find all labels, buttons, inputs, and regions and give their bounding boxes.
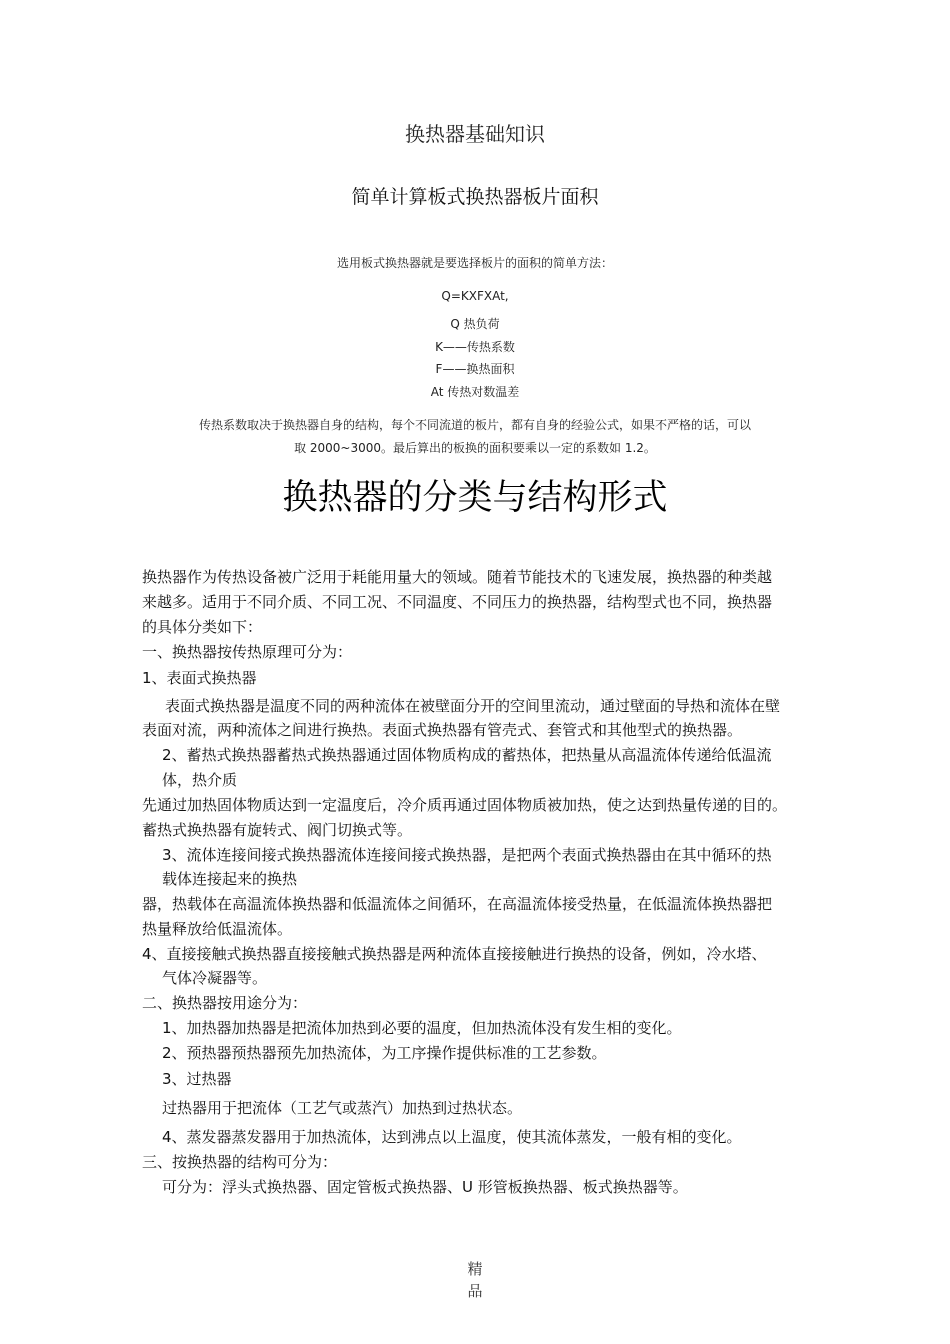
formula-def-q: Q 热负荷 [450, 317, 500, 331]
item-4-line-2: 气体冷凝器等。 [162, 969, 268, 987]
formula-def-at: At 传热对数温差 [430, 385, 520, 399]
item-1-line-2: 表面对流，两种流体之间进行换热。表面式换热器有管壳式、套管式和其他型式的换热器。 [142, 721, 743, 739]
formula-def-f: F——换热面积 [435, 362, 515, 376]
use-item-3-title: 3、过热器 [162, 1070, 232, 1088]
use-item-1: 1、加热器加热器是把流体加热到必要的温度，但加热流体没有发生相的变化。 [162, 1019, 682, 1037]
heading-by-principle: 一、换热器按传热原理可分为： [142, 643, 353, 661]
paragraph-1-line-3: 的具体分类如下： [142, 618, 263, 636]
document-title: 换热器基础知识 [405, 122, 545, 146]
item-3-line-4: 热量释放给低温流体。 [142, 920, 293, 938]
heading-by-structure: 三、按换热器的结构可分为： [142, 1153, 338, 1171]
coefficient-note-line-1: 传热系数取决于换热器自身的结构，每个不同流道的板片，都有自身的经验公式，如果不严格的话，可以 [198, 418, 751, 432]
formula-def-k: K——传热系数 [435, 340, 515, 354]
use-item-3-desc: 过热器用于把流体（工艺气或蒸汽）加热到过热状态。 [162, 1099, 523, 1117]
subtitle: 简单计算板式换热器板片面积 [351, 186, 599, 208]
item-1-title: 1、表面式换热器 [142, 669, 257, 687]
item-3-line-1: 3、流体连接间接式换热器流体连接间接式换热器，是把两个表面式换热器由在其中循环的热 [162, 846, 772, 864]
item-4-line-1: 4、直接接触式换热器直接接触式换热器是两种流体直接接触进行换热的设备，例如，冷水塔、 [142, 945, 767, 963]
item-1-line-1: 表面式换热器是温度不同的两种流体在被壁面分开的空间里流动，通过壁面的导热和流体在壁 [165, 697, 781, 715]
intro-line: 选用板式换热器就是要选择板片的面积的简单方法： [336, 256, 613, 270]
structure-types: 可分为：浮头式换热器、固定管板式换热器、U 形管板换热器、板式换热器等。 [162, 1178, 688, 1196]
heading-by-use: 二、换热器按用途分为： [142, 994, 308, 1012]
use-item-4: 4、蒸发器蒸发器用于加热流体，达到沸点以上温度，使其流体蒸发，一般有相的变化。 [162, 1128, 742, 1146]
item-2-line-1: 2、蓄热式换热器蓄热式换热器通过固体物质构成的蓄热体，把热量从高温流体传递给低温流 [162, 746, 772, 764]
use-item-2: 2、预热器预热器预先加热流体，为工序操作提供标准的工艺参数。 [162, 1044, 607, 1062]
coefficient-note-line-2: 取 2000~3000。最后算出的板换的面积要乘以一定的系数如 1.2。 [294, 441, 656, 455]
item-2-line-3: 先通过加热固体物质达到一定温度后，冷介质再通过固体物质被加热，使之达到热量传递的目的。 [142, 796, 788, 814]
item-2-line-2: 体，热介质 [162, 771, 238, 789]
paragraph-1-line-2: 来越多。适用于不同介质、不同工况、不同温度、不同压力的换热器，结构型式也不同，换热器 [142, 593, 773, 611]
item-2-line-4: 蓄热式换热器有旋转式、阀门切换式等。 [142, 821, 413, 839]
item-3-line-2: 载体连接起来的换热 [162, 870, 298, 888]
paragraph-1-line-1: 换热器作为传热设备被广泛用于耗能用量大的领域。随着节能技术的飞速发展，换热器的种类越 [142, 568, 773, 586]
footer-mark [0, 1258, 950, 1302]
item-3-line-3: 器，热载体在高温流体换热器和低温流体之间循环，在高温流体接受热量，在低温流体换热器把 [142, 895, 773, 913]
formula-equation: Q=KXFXAt, [441, 289, 509, 303]
section-title: 换热器的分类与结构形式 [282, 478, 668, 518]
footer-char-2: 品 [467, 1282, 483, 1300]
footer-char-1: 精 [467, 1260, 483, 1278]
